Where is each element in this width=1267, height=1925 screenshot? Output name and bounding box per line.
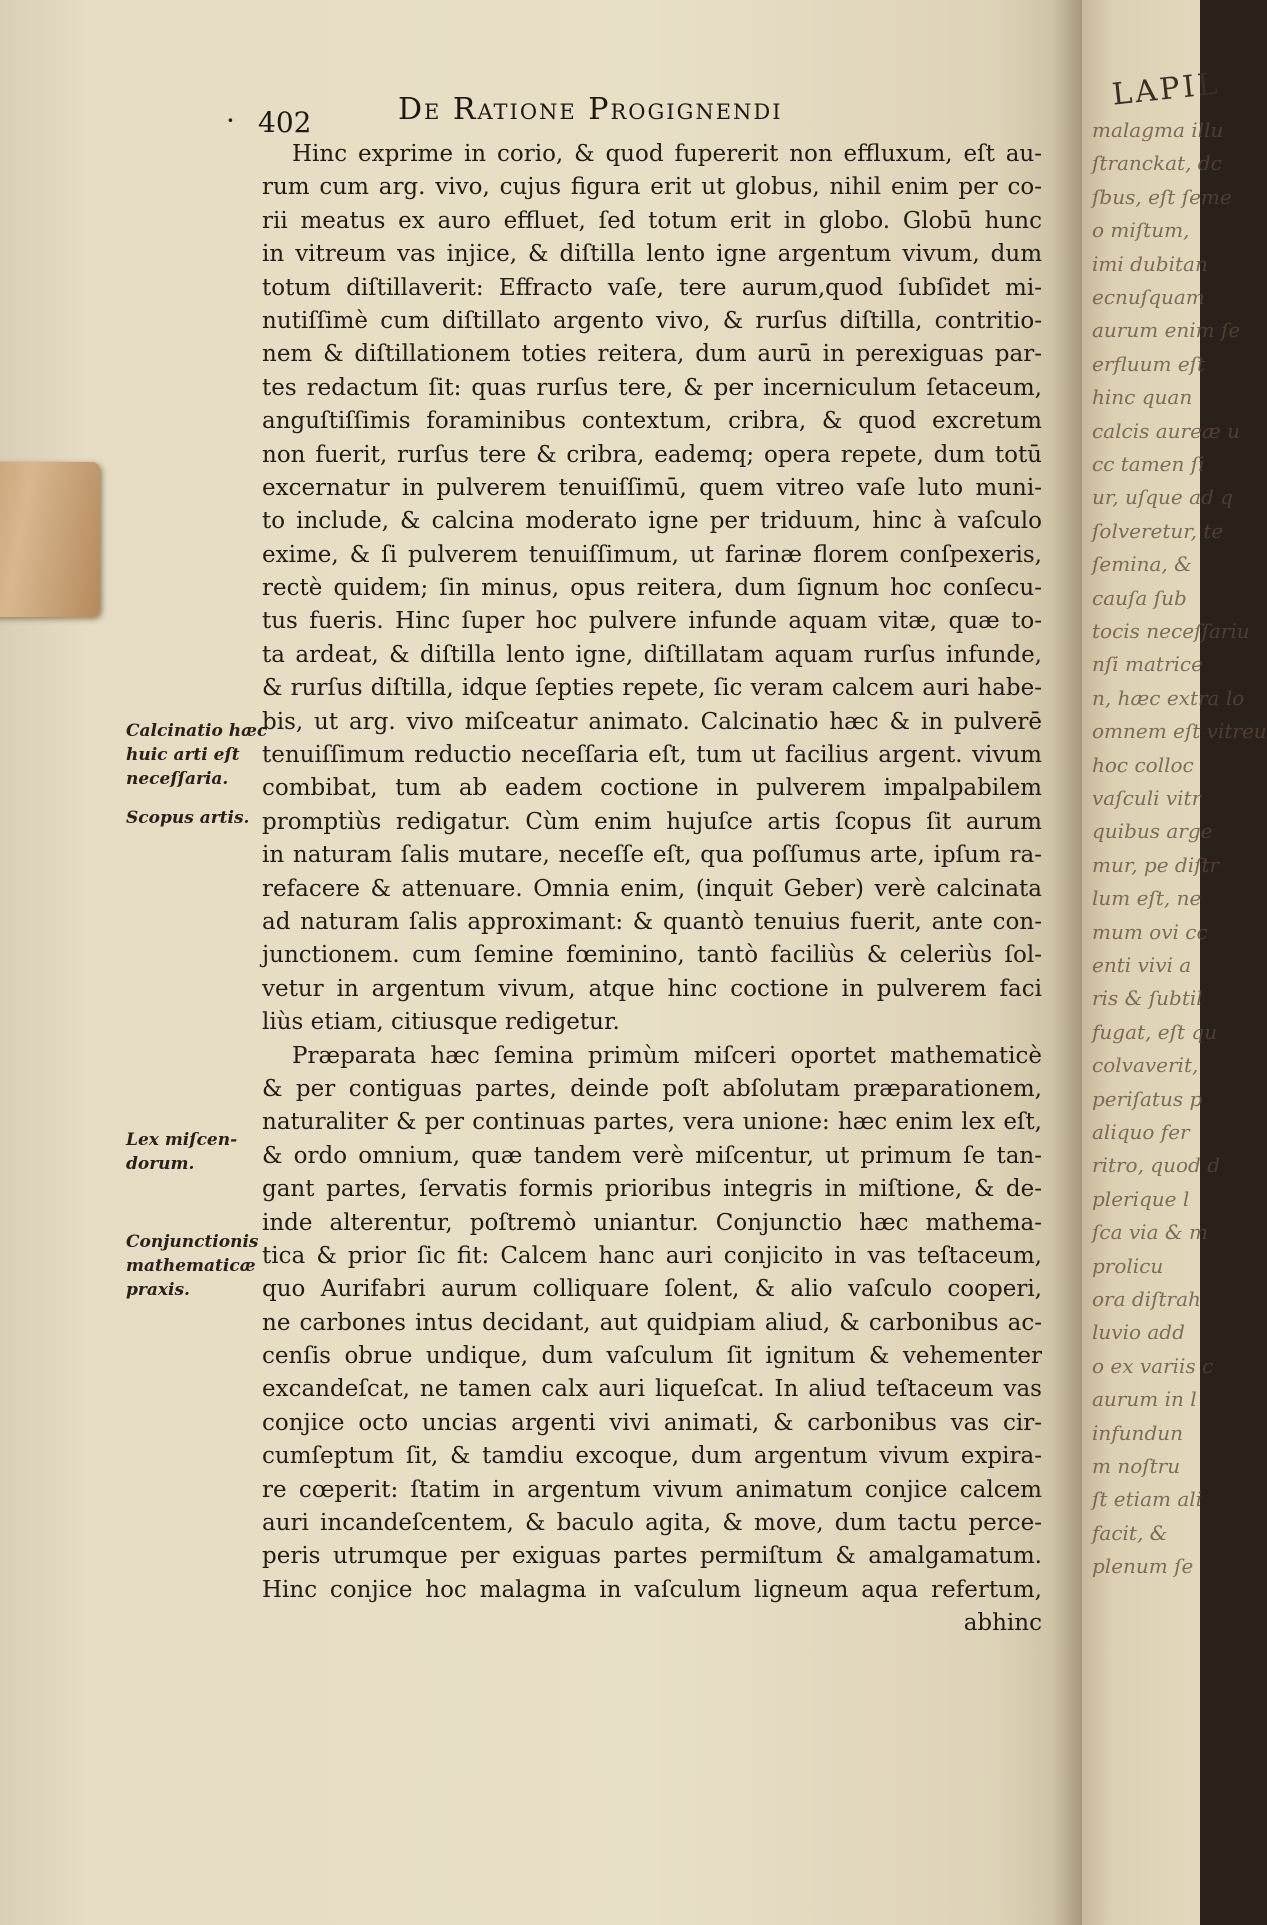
facing-text-line: malagma illu [1092, 118, 1224, 142]
text-line: Hinc conjice hoc malagma in vaſculum ligneum aqua refertum, [262, 1576, 1042, 1603]
marginal-note-conjunctio [126, 1230, 259, 1302]
facing-text-line: n, hæc extra lo [1092, 685, 1245, 710]
facing-text-line: colvaverit, [1092, 1053, 1199, 1078]
facing-text-line: quibus arge [1092, 819, 1213, 844]
text-line: tenuiſſimum reductio neceſſaria eſt, tum ut facilius argent. vivum [262, 742, 1042, 769]
facing-text-line: plerique l [1092, 1186, 1190, 1211]
text-line: cumſeptum ſit, & tamdiu excoque, dum argentum vivum expira- [262, 1443, 1042, 1470]
facing-text-line: periſatus p [1092, 1086, 1203, 1111]
text-line: promptiùs redigatur. Cùm enim hujuſce artis ſcopus ſit aurum [262, 808, 1042, 835]
marginal-note-line: Conjunctionis [126, 1232, 259, 1252]
facing-text-line: ſca via & m [1092, 1220, 1208, 1245]
facing-text-line: ſbus, eſt ſeme [1092, 184, 1232, 209]
text-line: rectè quidem; ſin minus, opus reitera, dum ſignum hoc conſecu- [262, 575, 1042, 602]
text-line: tica & prior ſic fit: Calcem hanc auri conjicito in vas teſtaceum, [262, 1242, 1042, 1269]
facing-text-line: cc tamen ſi [1092, 452, 1205, 476]
text-line: abhinc [963, 1610, 1042, 1637]
text-line: refacere & attenuare. Omnia enim, (inquit Geber) verè calcinata [262, 875, 1042, 902]
facing-page [1082, 0, 1267, 1925]
bullet-mark: · [226, 104, 235, 137]
text-line: in vitreum vas injice, & diſtilla lento igne argentum vivum, dum [262, 241, 1042, 268]
marginal-note-line: mathematicæ [126, 1256, 256, 1276]
text-line: excernatur in pulverem tenuiſſimū, quem vitreo vaſe luto muni- [262, 474, 1042, 501]
text-line: conjice octo uncias argenti vivi animati, & carbonibus vas cir- [262, 1409, 1042, 1436]
text-line: excandeſcat, ne tamen calx auri liqueſcat. In aliud teſtaceum vas [262, 1376, 1042, 1403]
facing-text-line: ris & ſubtil [1092, 986, 1203, 1011]
marginal-note-line: praxis. [126, 1280, 190, 1300]
facing-text-line: plenum ſe [1092, 1554, 1194, 1579]
text-line: Præparata hæc ſemina primùm miſceri oportet mathematicè [292, 1042, 1042, 1069]
text-line: junctionem. cum ſemine fœminino, tantò faciliùs & celeriùs ſol- [262, 942, 1042, 969]
facing-text-line: ſolveretur, te [1092, 518, 1224, 543]
text-line: re cœperit: ſtatim in argentum vivum animatum conjice calcem [262, 1476, 1042, 1503]
facing-text-line: facit, & [1092, 1520, 1168, 1545]
facing-text-line: ſt etiam ali [1092, 1487, 1203, 1512]
facing-text-line: vaſculi vitr [1092, 786, 1202, 810]
text-line: non fuerit, rurſus tere & cribra, eademq; opera repete, dum totū [262, 441, 1042, 468]
facing-text-line: nſi matrice [1092, 652, 1203, 677]
facing-running-head: LAPIL [1110, 66, 1223, 113]
marginal-note-line: huic arti eſt [126, 745, 240, 765]
marginal-note-calcinatio [126, 719, 267, 791]
facing-text-line: mur, pe diſtr [1092, 852, 1220, 877]
facing-text-line: enti vivi a [1092, 953, 1192, 977]
text-line: to include, & calcina moderato igne per triduum, hinc à vaſculo [262, 508, 1042, 535]
text-line: auri incandeſcentem, & baculo agita, & move, dum tactu perce- [262, 1510, 1042, 1537]
facing-text-line: hinc quan [1092, 385, 1193, 410]
text-line: bis, ut arg. vivo miſceatur animato. Calcinatio hæc & in pulverē [262, 708, 1042, 735]
facing-text-line: cauſa ſub [1092, 585, 1187, 610]
marginal-note-line: Lex miſcen- [126, 1130, 238, 1150]
text-line: vetur in argentum vivum, atque hinc coctione in pulverem faci [262, 975, 1042, 1002]
running-head: De Ratione Progignendi [398, 92, 783, 127]
text-line: rii meatus ex auro effluet, ſed totum erit in globo. Globū hunc [262, 207, 1042, 234]
facing-text-line: lum eſt, ne [1092, 886, 1202, 911]
wooden-object [0, 462, 100, 617]
text-line: cenſis obrue undique, dum vaſculum ſit ignitum & vehementer [262, 1343, 1042, 1370]
text-line: peris utrumque per exiguas partes permiſtum & amalgamatum. [262, 1543, 1042, 1570]
text-line: nutiſſimè cum diſtillato argento vivo, & rurſus diſtilla, contritio- [262, 307, 1042, 334]
marginal-note-scopus [126, 806, 249, 830]
facing-text-line: fugat, eſt qu [1092, 1019, 1218, 1044]
text-line: quo Aurifabri aurum colliquare ſolent, & alio vaſculo cooperi, [262, 1276, 1042, 1303]
text-line: tus fueris. Hinc ſuper hoc pulvere infunde aquam vitæ, quæ to- [262, 608, 1042, 635]
marginal-note-line: Scopus artis. [126, 808, 250, 828]
text-line: ta ardeat, & diſtilla lento igne, diſtillatam aquam rurſus infunde, [262, 641, 1042, 668]
text-line: & per contiguas partes, deinde poſt abſolutam præparationem, [262, 1075, 1042, 1102]
text-line: liùs etiam, citiusque redigetur. [262, 1009, 620, 1036]
text-line: anguſtiſſimis foraminibus contextum, cribra, & quod excretum [262, 408, 1042, 435]
facing-text-line: prolicu [1092, 1253, 1164, 1278]
marginal-note-line: neceſſaria. [126, 769, 229, 789]
facing-text-line: omnem eſt vitreu [1092, 719, 1267, 744]
facing-text-line: ur, uſque ad q [1092, 485, 1234, 510]
facing-text-line: mum ovi cc [1092, 919, 1208, 944]
facing-text-line: calcis aureæ u [1092, 418, 1240, 443]
facing-text-line: o ex variis c [1092, 1353, 1214, 1378]
facing-text-line: infundun [1092, 1420, 1184, 1445]
facing-text-line: erfluum eſt [1092, 351, 1206, 376]
text-line: combibat, tum ab eadem coctione in pulverem impalpabilem [262, 775, 1042, 802]
facing-text-line: imi dubitan [1092, 251, 1208, 276]
text-line: naturaliter & per continuas partes, vera unione: hæc enim lex eſt, [262, 1109, 1042, 1136]
facing-text-line: aliquo fer [1092, 1120, 1190, 1144]
page-number: 402 [258, 106, 312, 139]
text-line: nem & diſtillationem toties reitera, dum aurū in perexiguas par- [262, 341, 1042, 368]
text-line: tes redactum ſit: quas rurſus tere, & per incerniculum ſetaceum, [262, 374, 1042, 401]
facing-text-line: hoc colloc [1092, 752, 1194, 777]
facing-text-line: ecnuſquam [1092, 285, 1205, 309]
facing-text-line: m noſtru [1092, 1454, 1181, 1478]
marginal-note-line: Calcinatio hæc [126, 721, 268, 741]
marginal-note-line: dorum. [126, 1154, 195, 1174]
facing-text-line: ſtranckat, dc [1092, 151, 1222, 176]
text-line: totum diſtillaverit: Effracto vaſe, tere aurum,quod ſubſidet mi- [262, 274, 1042, 301]
text-line: exime, & ſi pulverem tenuiſſimum, ut farinæ florem conſpexeris, [262, 541, 1042, 568]
text-line: inde alterentur, poſtremò uniantur. Conjunctio hæc mathema- [262, 1209, 1042, 1236]
facing-text-line: ritro, quod d [1092, 1153, 1220, 1178]
text-line: ad naturam ſalis approximant: & quantò tenuius fuerit, ante con- [262, 908, 1042, 935]
facing-text-line: luvio add [1092, 1320, 1185, 1345]
text-line: Hinc exprime in corio, & quod fupererit non effluxum, eſt au- [292, 141, 1042, 167]
facing-text-line: tocis neceſſariu [1092, 619, 1250, 643]
facing-text-line: o miſtum, [1092, 218, 1190, 243]
facing-text-line: aurum enim ſe [1092, 318, 1241, 343]
facing-text-line: ora diſtrah [1092, 1287, 1201, 1311]
facing-text-line: ſemina, & [1092, 552, 1192, 577]
text-line: & rurſus diſtilla, idque ſepties repete, ſic veram calcem auri habe- [262, 675, 1042, 702]
marginal-note-lex [126, 1128, 237, 1176]
text-line: in naturam ſalis mutare, neceſſe eſt, qua poſſumus arte, ipſum ra- [262, 842, 1042, 869]
facing-text-line: aurum in l [1092, 1387, 1197, 1412]
body-text [262, 138, 1042, 1641]
text-line: & ordo omnium, quæ tandem verè miſcentur, ut primum ſe tan- [262, 1142, 1042, 1169]
text-line: gant partes, ſervatis formis prioribus integris in miſtione, & de- [262, 1176, 1042, 1203]
text-line: rum cum arg. vivo, cujus figura erit ut globus, nihil enim per co- [262, 174, 1042, 201]
text-line: ne carbones intus decidant, aut quidpiam aliud, & carbonibus ac- [262, 1309, 1042, 1336]
